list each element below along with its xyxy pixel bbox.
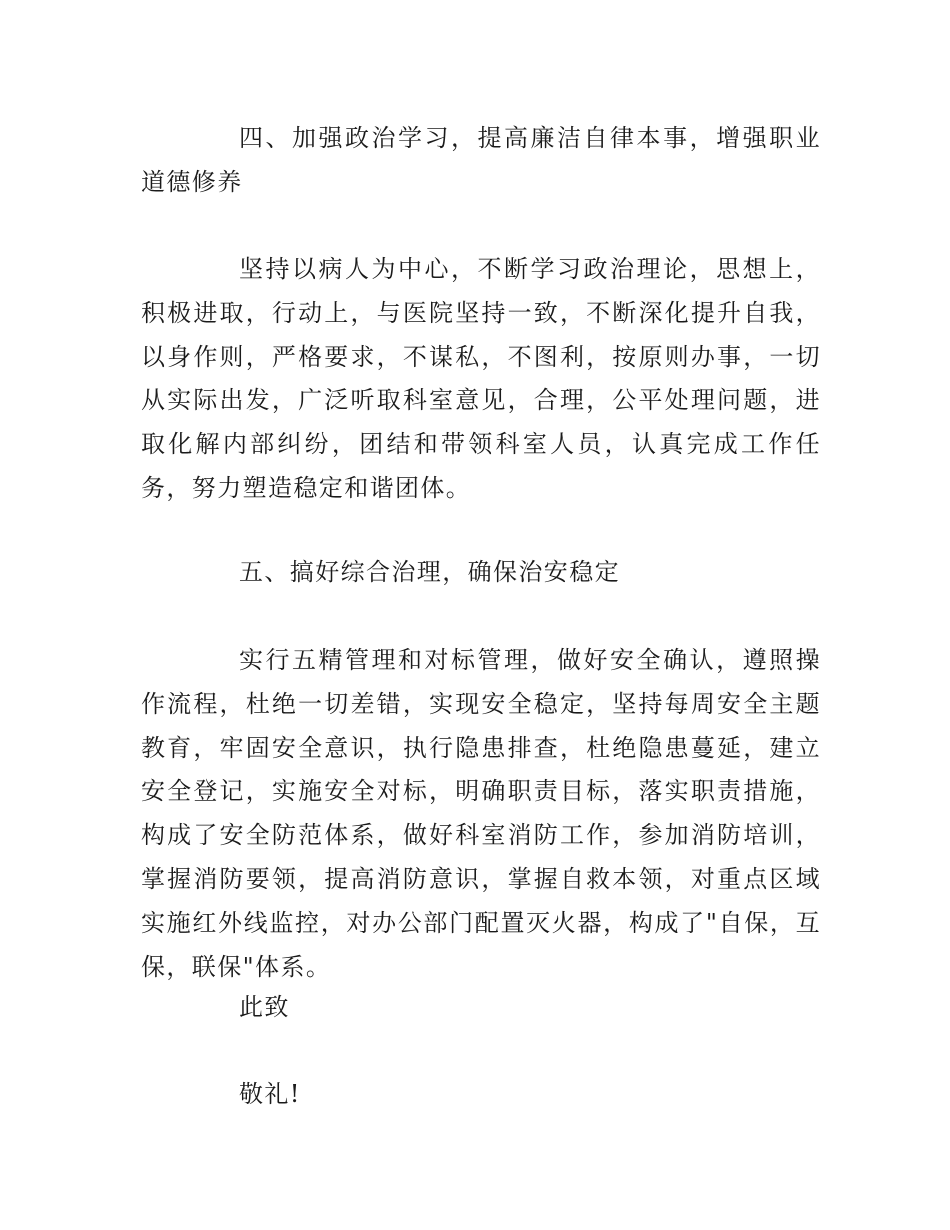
closing-salutation: 此致 (239, 993, 290, 1021)
section-body-4: 坚持以病人为中心，不断学习政治理论，思想上，积极进取，行动上，与医院坚持一致，不断深化提升自我，以身作则，严格要求，不谋私，不图利，按原则办事，一切从实际出发，广泛听取科室意见，合理，公平处理问题，进取化解内部纠纷，团结和带领科室人员，认真完成工作任务，努力塑造稳定和谐团体。 (141, 255, 821, 502)
section-heading-5: 五、搞好综合治理，确保治安稳定 (239, 558, 620, 586)
closing-regards: 敬礼! (239, 1080, 301, 1108)
section-heading-4: 四、加强政治学习，提高廉洁自律本事，增强职业道德修养 (141, 124, 821, 196)
section-body-5: 实行五精管理和对标管理，做好安全确认，遵照操作流程，杜绝一切差错，实现安全稳定，坚持每周安全主题教育，牢固安全意识，执行隐患排查，杜绝隐患蔓延，建立安全登记，实施安全对标，明确职责目标，落实职责措施，构成了安全防范体系，做好科室消防工作，参加消防培训，掌握消防要领，提高消防意识，掌握自救本领，对重点区域实施红外线监控，对办公部门配置灭火器，构成了"自保，互保，联保"体系。 (141, 646, 821, 981)
